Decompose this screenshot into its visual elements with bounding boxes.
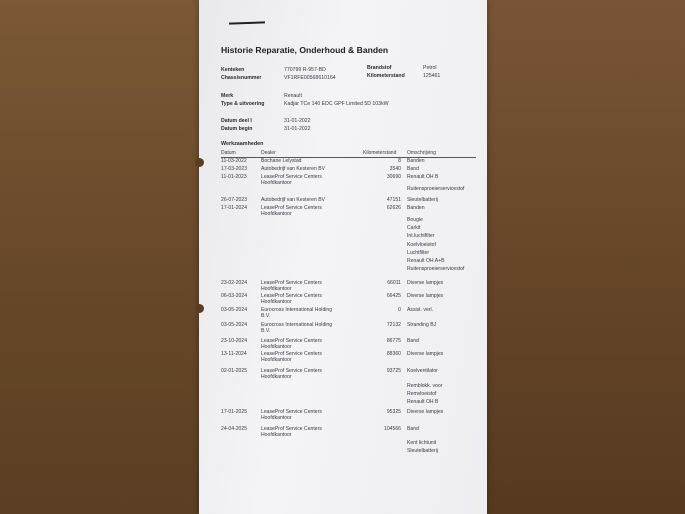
row-omschrijving: Sleutelbatterij bbox=[407, 448, 438, 455]
row-datum: 02-01-2025 bbox=[221, 368, 248, 374]
row-dealer: Hoofdkantoor bbox=[261, 432, 292, 438]
row-dealer: Hoofdkantoor bbox=[261, 415, 292, 421]
row-dealer: Bochane Lelystad bbox=[261, 158, 302, 164]
document-page bbox=[199, 0, 487, 514]
merk-value: Renault bbox=[284, 93, 302, 99]
row-dealer: Hoofdkantoor bbox=[261, 344, 292, 350]
section-title: Werkzaamheden bbox=[221, 141, 264, 147]
column-header-kilometerstand: Kilometerstand bbox=[363, 150, 397, 156]
row-omschrijving: Ruitensproeierservicestof bbox=[407, 186, 465, 192]
row-kilometerstand: 88360 bbox=[386, 351, 401, 357]
row-kilometerstand: 47151 bbox=[386, 197, 401, 203]
merk-label: Merk bbox=[221, 93, 234, 99]
row-omschrijving: Banden bbox=[407, 158, 425, 164]
row-kilometerstand: 8 bbox=[398, 158, 401, 164]
row-datum: 13-11-2024 bbox=[221, 351, 247, 357]
table-surface-left bbox=[0, 0, 205, 514]
row-omschrijving: Int.luchtfilter bbox=[407, 233, 435, 240]
row-kilometerstand: 3540 bbox=[389, 166, 401, 172]
row-dealer: Eurocross International Holding bbox=[261, 322, 333, 328]
row-dealer: LeaseProf Service Centers bbox=[261, 293, 322, 299]
kenteken-label: Kenteken bbox=[221, 67, 245, 73]
row-omschrijving: Diverse lampjes bbox=[407, 293, 444, 299]
column-header-omschrijving: Omschrijving bbox=[407, 150, 436, 156]
pen-mark bbox=[229, 21, 265, 24]
row-omschrijving: Koelvloeistof bbox=[407, 241, 436, 248]
row-kilometerstand: 104566 bbox=[384, 426, 401, 432]
kilometerstand-label: Kilometerstand bbox=[367, 73, 405, 79]
row-omschrijving: Banden bbox=[407, 205, 425, 211]
row-kilometerstand: 0 bbox=[398, 307, 401, 313]
brandstof-label: Brandstof bbox=[367, 65, 392, 71]
row-omschrijving: Carkit bbox=[407, 225, 421, 232]
column-header-dealer: Dealer bbox=[261, 150, 276, 156]
header-divider bbox=[221, 157, 476, 158]
row-dealer: B.V. bbox=[261, 328, 271, 334]
document-title: Historie Reparatie, Onderhoud & Banden bbox=[221, 45, 389, 55]
row-datum: 03-05-2024 bbox=[221, 322, 248, 328]
row-datum: 17-01-2025 bbox=[221, 409, 248, 415]
table-surface-right bbox=[485, 0, 685, 514]
row-dealer: Hoofdkantoor bbox=[261, 211, 292, 217]
row-omschrijving: Ruitensproeierservicestof bbox=[407, 266, 465, 273]
row-omschrijving: Band bbox=[407, 426, 419, 432]
row-omschrijving: Sleutelbatterij bbox=[407, 197, 438, 203]
row-omschrijving: Diverse lampjes bbox=[407, 280, 444, 286]
row-omschrijving: Diverse lampjes bbox=[407, 351, 444, 357]
row-kilometerstand: 62626 bbox=[386, 205, 401, 211]
chassis-label: Chassisnummer bbox=[221, 75, 262, 81]
row-omschrijving: Remvloeistof bbox=[407, 391, 437, 398]
row-kilometerstand: 66425 bbox=[386, 293, 401, 299]
row-omschrijving: Bougie bbox=[407, 217, 423, 223]
row-omschrijving: Luchtfilter bbox=[407, 249, 430, 256]
row-dealer: LeaseProf Service Centers bbox=[261, 351, 322, 357]
row-datum: 03-05-2024 bbox=[221, 307, 248, 313]
punch-hole-top bbox=[195, 158, 204, 167]
row-kilometerstand: 72132 bbox=[386, 322, 401, 328]
row-dealer: LeaseProf Service Centers bbox=[261, 338, 322, 344]
punch-hole-bottom bbox=[195, 304, 204, 313]
row-dealer: LeaseProf Service Centers bbox=[261, 205, 322, 211]
kenteken-value: 770799 R-957-BD bbox=[284, 67, 326, 73]
row-omschrijving: Renault OH A+B bbox=[407, 258, 445, 264]
datum-begin-label: Datum begin bbox=[221, 126, 253, 132]
row-dealer: LeaseProf Service Centers bbox=[261, 426, 322, 432]
datum-begin-value: 31-01-2022 bbox=[284, 126, 311, 132]
row-omschrijving: Renault OH B bbox=[407, 174, 439, 180]
row-dealer: Hoofdkantoor bbox=[261, 180, 292, 186]
row-omschrijving: Stranding BJ bbox=[407, 322, 437, 328]
row-datum: 17-01-2024 bbox=[221, 205, 248, 211]
row-datum: 11-03-2022 bbox=[221, 158, 247, 164]
row-datum: 26-07-2023 bbox=[221, 197, 248, 203]
row-omschrijving: Band bbox=[407, 338, 419, 344]
row-dealer: Autobedrijf van Kesteren BV bbox=[261, 166, 325, 172]
row-kilometerstand: 66011 bbox=[387, 280, 401, 286]
row-dealer: LeaseProf Service Centers bbox=[261, 280, 322, 286]
datum-deel-value: 31-01-2022 bbox=[284, 118, 311, 124]
row-datum: 11-01-2023 bbox=[221, 174, 247, 180]
row-dealer: Hoofdkantoor bbox=[261, 299, 292, 305]
column-header-datum: Datum bbox=[221, 150, 236, 156]
type-value: Kadjar TCe 140 EDC GPF Limited 5D 103kW bbox=[284, 101, 389, 107]
chassis-value: VF1RFE00568610164 bbox=[284, 75, 336, 81]
row-dealer: B.V. bbox=[261, 313, 271, 319]
row-dealer: Hoofdkantoor bbox=[261, 286, 292, 292]
row-dealer: LeaseProf Service Centers bbox=[261, 174, 322, 180]
row-omschrijving: Diverse lampjes bbox=[407, 409, 444, 415]
kilometerstand-value: 125461 bbox=[423, 73, 441, 79]
row-omschrijving: Kent lichtunit bbox=[407, 440, 437, 446]
row-dealer: Hoofdkantoor bbox=[261, 357, 292, 363]
row-omschrijving: Band bbox=[407, 166, 419, 172]
row-datum: 06-03-2024 bbox=[221, 293, 248, 299]
datum-deel-label: Datum deel I bbox=[221, 118, 252, 124]
row-dealer: Eurocross International Holding bbox=[261, 307, 333, 313]
row-omschrijving: Renault OH B bbox=[407, 399, 439, 406]
type-label: Type & uitvoering bbox=[221, 101, 265, 107]
brandstof-value: Petrol bbox=[423, 65, 437, 71]
row-datum: 23-02-2024 bbox=[221, 280, 248, 286]
row-omschrijving: Koelventilator bbox=[407, 368, 438, 374]
row-datum: 23-10-2024 bbox=[221, 338, 248, 344]
row-kilometerstand: 95325 bbox=[386, 409, 401, 415]
row-dealer: Autobedrijf van Kesteren BV bbox=[261, 197, 325, 203]
row-omschrijving: Assist. verl. bbox=[407, 307, 434, 313]
row-dealer: Hoofdkantoor bbox=[261, 374, 292, 380]
row-kilometerstand: 30690 bbox=[386, 174, 401, 180]
row-datum: 24-04-2025 bbox=[221, 426, 248, 432]
row-kilometerstand: 86775 bbox=[386, 338, 401, 344]
row-omschrijving: Remblokk. voor bbox=[407, 383, 443, 389]
row-datum: 17-03-2023 bbox=[221, 166, 248, 172]
row-dealer: LeaseProf Service Centers bbox=[261, 368, 322, 374]
row-dealer: LeaseProf Service Centers bbox=[261, 409, 322, 415]
row-kilometerstand: 93725 bbox=[386, 368, 401, 374]
